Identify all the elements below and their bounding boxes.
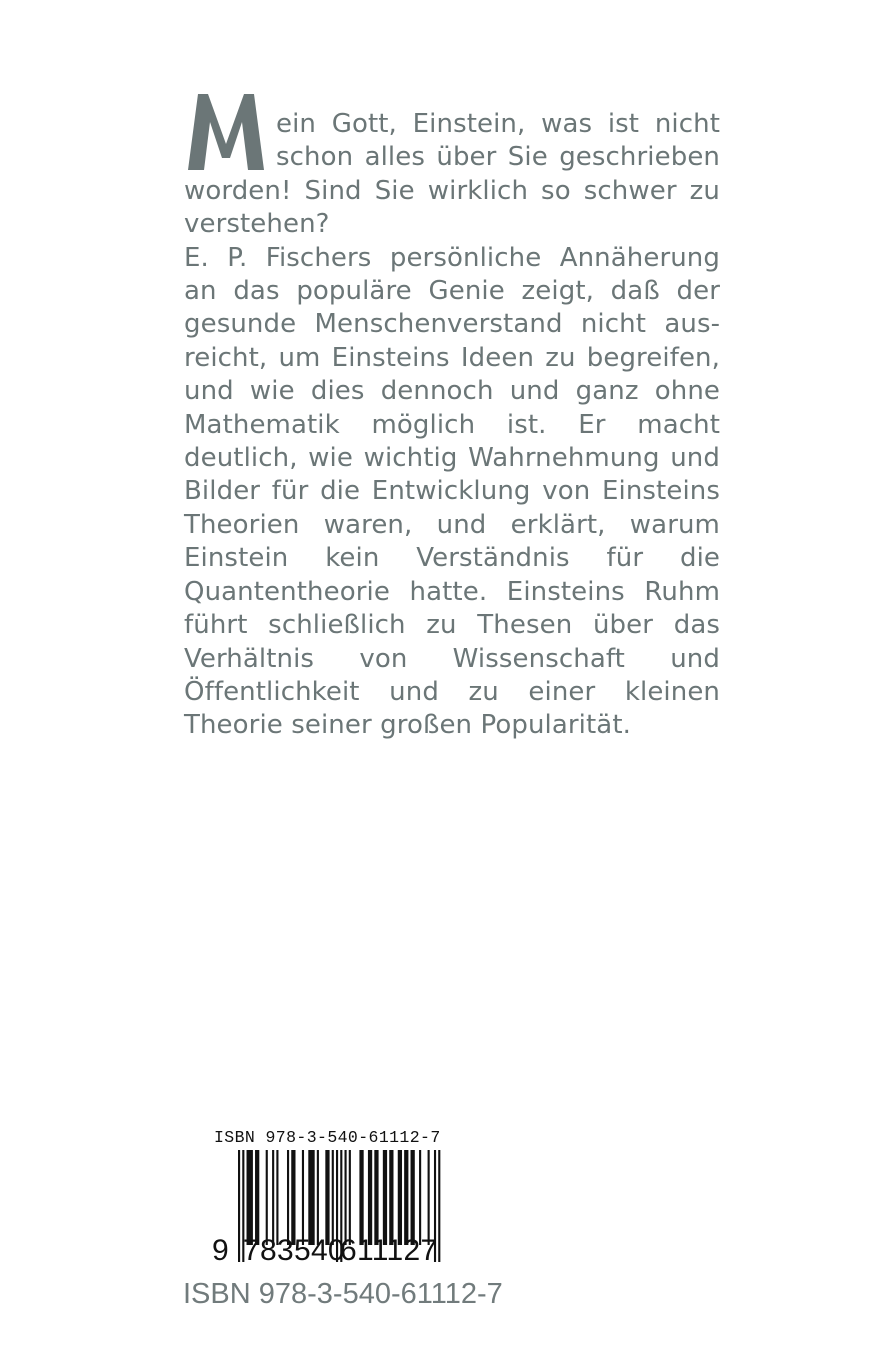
drop-cap xyxy=(184,92,268,172)
back-cover-blurb xyxy=(184,108,720,743)
isbn-footer-text: ISBN 978-3-540-61112-7 xyxy=(183,1278,503,1310)
blurb-paragraph-2: E. P. Fischers persönliche Annäherung an das populäre Genie zeigt, daß der gesunde Menschenverstand nicht ausreicht, um Einsteins Ideen zu begreifen, und wie dies dennoch und ganz ohne Mathematik möglich ist. Er macht deutlich, wie wichtig Wahrnehmung und Bilder für die Entwicklung von Einsteins Theorien waren, und erklärt, warum Einstein kein Verständnis für die Quantentheorie hatte. Einsteins Ruhm führt schließlich zu Thesen über das Verhältnis von Wissenschaft und Öffentlichkeit und zu einer kleinen Theorie seiner großen Popularität. xyxy=(184,242,720,741)
barcode-digits-left: 783540 xyxy=(243,1234,345,1267)
blurb-first-paragraph-text: ein Gott, Einstein, was ist nicht schon alles über Sie geschrieben worden! Sind Sie wirklich so schwer zu verstehen? xyxy=(184,109,720,240)
barcode-digit-first: 9 xyxy=(212,1234,229,1267)
blurb-paragraph-1 xyxy=(184,108,720,242)
barcode-digits-right: 611127 xyxy=(340,1234,438,1267)
drop-cap-m-glyph xyxy=(184,92,268,172)
barcode-isbn-label: ISBN 978-3-540-61112-7 xyxy=(214,1128,441,1147)
